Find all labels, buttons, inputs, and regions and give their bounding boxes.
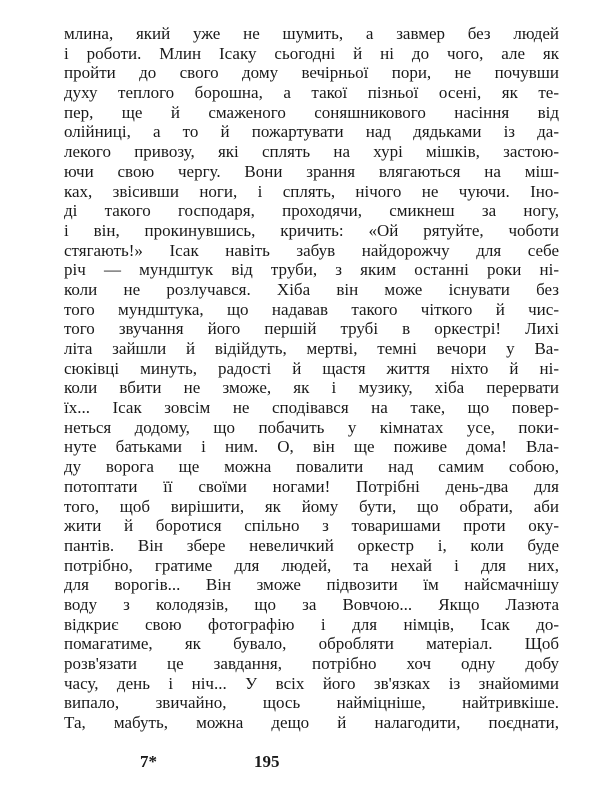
- text-line: пантів. Він збере невеличкий оркестр і, коли буде: [64, 535, 559, 555]
- text-line: неться додому, що побачить у кімнатах усе, поки-: [64, 417, 559, 437]
- text-line: їх... Ісак зовсім не сподівався на таке, що повер-: [64, 398, 559, 418]
- text-line: лекого привозу, які сплять на хурі мішків, застою-: [64, 142, 559, 162]
- text-line: олійниці, а то й пожартувати над дядьками із да-: [64, 122, 559, 142]
- text-line: і він, прокинувшись, кричить: «Ой рятуйте, чоботи: [64, 220, 559, 240]
- text-line: того мундштука, що надавав такого чіткого й чис-: [64, 299, 559, 319]
- text-line: літа зайшли й відійдуть, мертві, темні вечори у Ва-: [64, 339, 559, 358]
- text-line: стягають!» Ісак навіть забув найдорожчу для себе: [64, 240, 559, 260]
- text-line: того звучання його першій трубі в оркестрі! Лихі: [64, 319, 559, 339]
- text-line: жити й боротися спільно з товаришами проти оку-: [64, 516, 559, 536]
- text-line: для ворогів... Він зможе підвозити їм найсмачнішу: [64, 575, 559, 595]
- text-line: потоптати її своїми ногами! Потрібні день-два для: [64, 476, 559, 496]
- page-body-text: [64, 24, 559, 733]
- text-line: сюківці минуть, радості й щастя життя ніхто й ні-: [64, 358, 559, 378]
- text-line: помагатиме, як бувало, обробляти матеріал. Щоб: [64, 634, 559, 654]
- text-line: нуте батьками і ним. О, він ще поживе дома! Вла-: [64, 437, 559, 457]
- text-line: річ — мундштук від труби, з яким останні роки ні-: [64, 260, 559, 280]
- text-line: того, щоб вирішити, як йому бути, що обрати, аби: [64, 496, 559, 516]
- text-line: відкриє свою фотографію і для німців, Ісак до-: [64, 614, 559, 634]
- text-line: Та, мабуть, можна дещо й налагодити, поєднати,: [64, 713, 559, 733]
- text-line: коли вбити не зможе, як і музику, хіба перервати: [64, 378, 559, 398]
- text-line: розв'язати це завдання, потрібно хоч одну добу: [64, 654, 559, 673]
- text-line: ках, звісивши ноги, і сплять, нічого не чуючи. Іно-: [64, 181, 559, 201]
- text-line: потрібно, гратиме для людей, та нехай і для них,: [64, 555, 559, 575]
- text-line: і роботи. Млин Ісаку сьогодні й ні до чого, але як: [64, 43, 559, 63]
- text-line: часу, день і ніч... У всіх його зв'язках із знайомими: [64, 673, 559, 693]
- text-line: млина, який уже не шумить, а завмер без людей: [64, 24, 559, 43]
- text-line: ді такого господаря, проходячи, смикнеш за ногу,: [64, 201, 559, 221]
- text-line: духу теплого борошна, а такої пізньої осені, як те-: [64, 83, 559, 103]
- text-line: випало, звичайно, щось найміцніше, найтривкіше.: [64, 693, 559, 713]
- text-line: коли не розлучався. Хіба він може існувати без: [64, 279, 559, 299]
- page-number: 195: [254, 752, 280, 771]
- text-line: ду ворога ще можна повалити над самим собою,: [64, 457, 559, 477]
- text-line: пройти до свого дому вечірньої пори, не почувши: [64, 63, 559, 83]
- text-line: воду з колодязів, що за Вовчою... Якщо Лазюта: [64, 594, 559, 614]
- text-line: пер, ще й смаженого соняшникового насіння від: [64, 102, 559, 122]
- text-line: ючи свою чергу. Вони зрання влягаються на міш-: [64, 161, 559, 181]
- signature-mark: 7*: [140, 752, 157, 771]
